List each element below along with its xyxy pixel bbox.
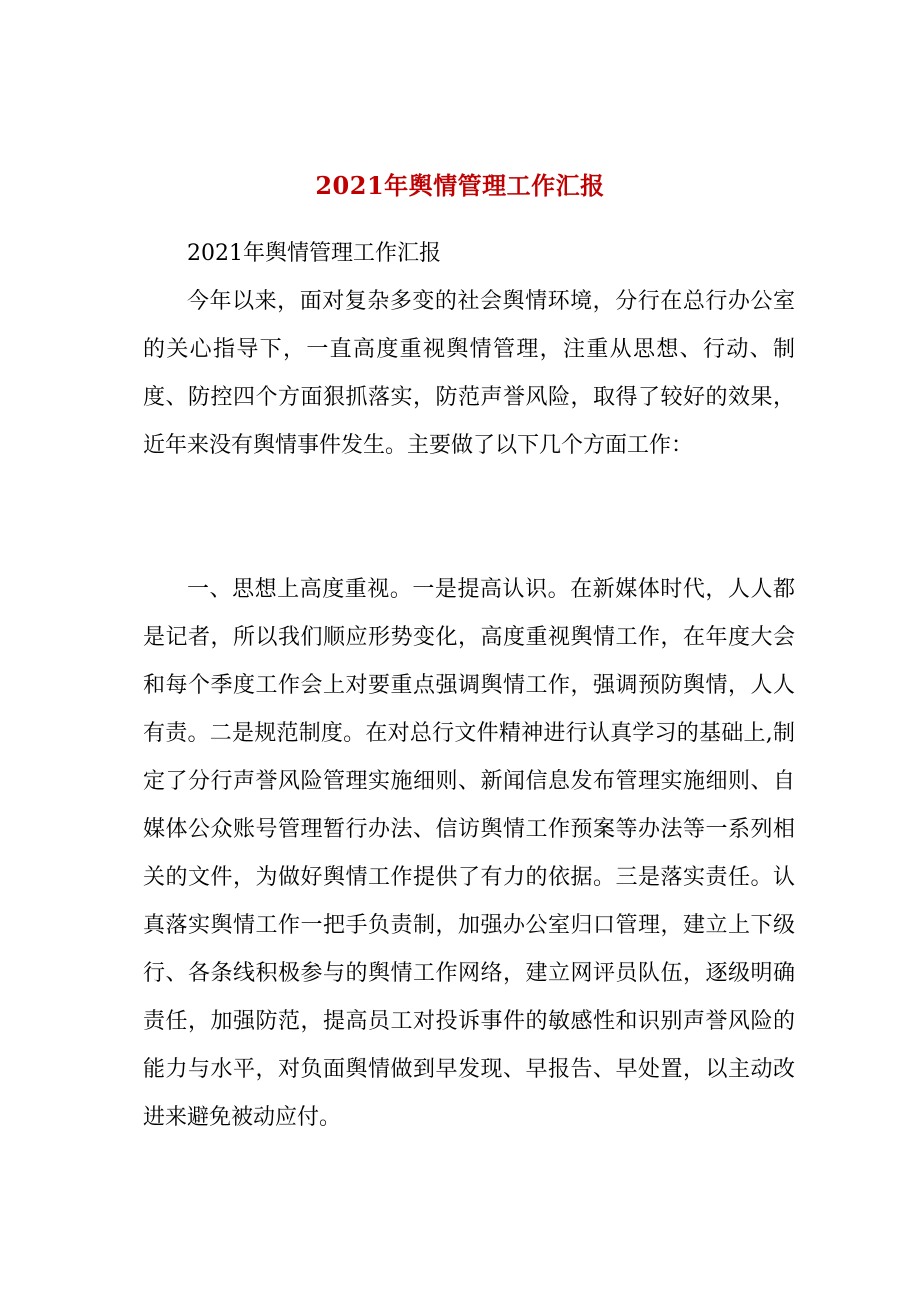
paragraph-intro: 今年以来，面对复杂多变的社会舆情环境，分行在总行办公室的关心指导下，一直高度重视舆情管理，注重从思想、行动、制度、防控四个方面狠抓落实，防范声誉风险，取得了较好的效果，近年来没有舆情事件发生。主要做了以下几个方面工作： bbox=[143, 289, 795, 458]
document-subtitle: 2021年舆情管理工作汇报 bbox=[187, 241, 441, 266]
paragraph-section-one: 一、思想上高度重视。一是提高认识。在新媒体时代，人人都是记者，所以我们顺应形势变化，高度重视舆情工作，在年度大会和每个季度工作会上对要重点强调舆情工作，强调预防舆情，人人有责。二是规范制度。在对总行文件精神进行认真学习的基础上,制定了分行声誉风险管理实施细则、新闻信息发布管理实施细则、自媒体公众账号管理暂行办法、信访舆情工作预案等办法等一系列相关的文件，为做好舆情工作提供了有力的依据。三是落实责任。认真落实舆情工作一把手负责制，加强办公室归口管理，建立上下级行、各条线积极参与的舆情工作网络，建立网评员队伍，逐级明确责任，加强防范，提高员工对投诉事件的敏感性和识别声誉风险的能力与水平，对负面舆情做到早发现、早报告、早处置，以主动改进来避免被动应付。 bbox=[143, 577, 795, 1130]
document-title: 2021年舆情管理工作汇报 bbox=[315, 171, 605, 200]
